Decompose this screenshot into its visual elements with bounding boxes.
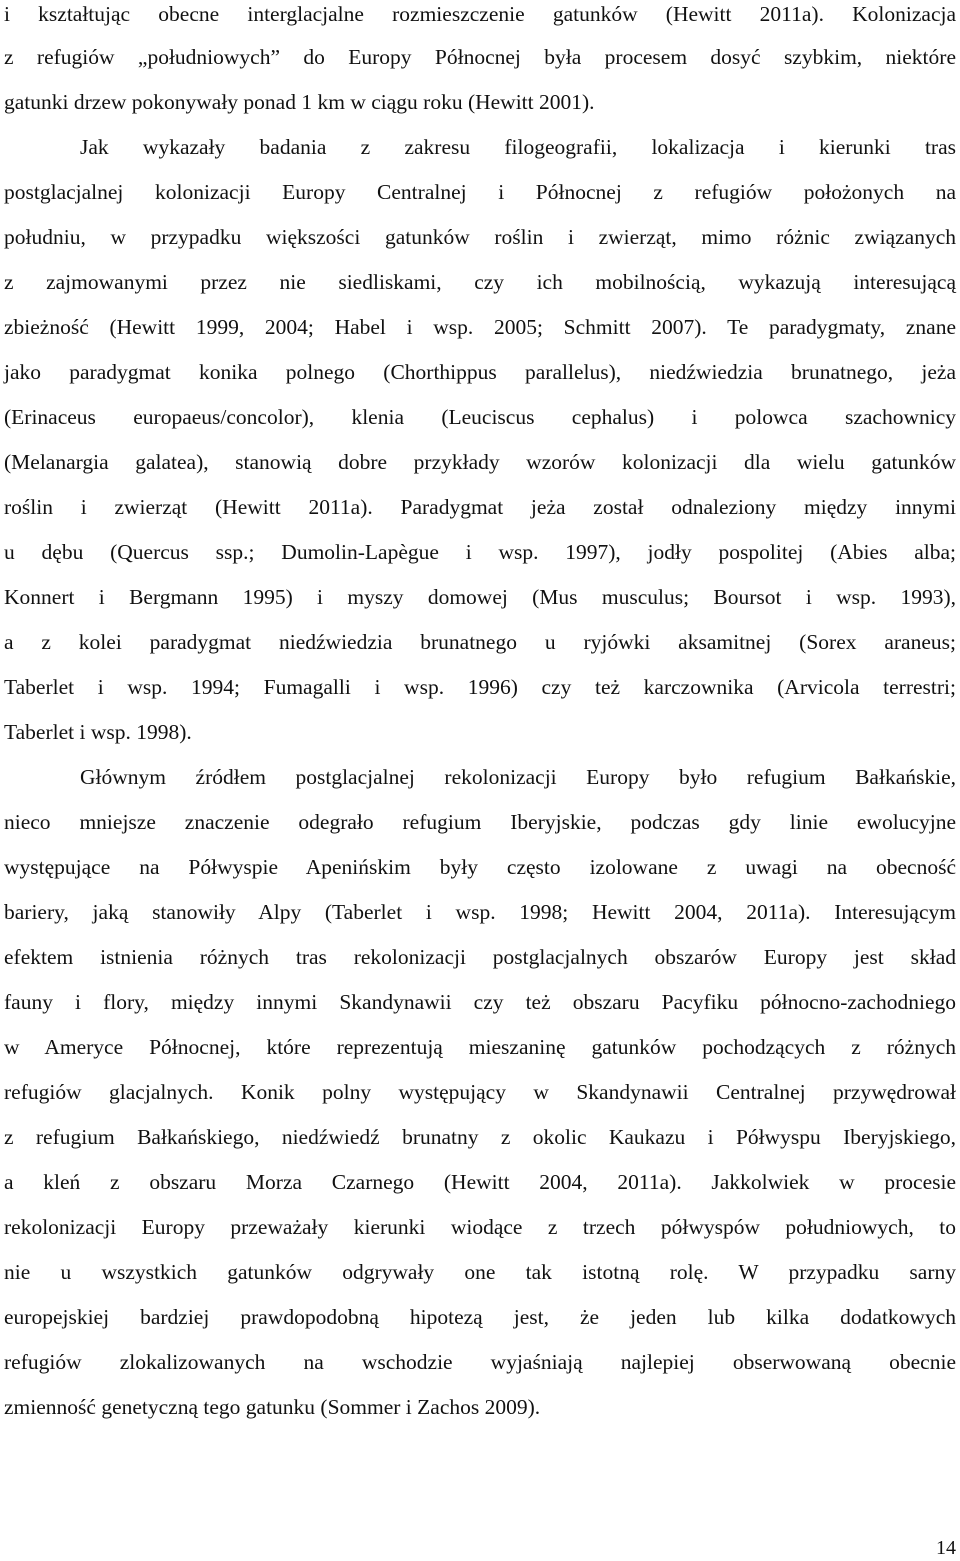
text-line: występujące na Półwyspie Apenińskim były często izolowane z uwagi na obecność	[4, 855, 956, 879]
text-line: a kleń z obszaru Morza Czarnego (Hewitt 2004, 2011a). Jakkolwiek w procesie	[4, 1170, 956, 1194]
text-line: efektem istnienia różnych tras rekolonizacji postglacjalnych obszarów Europy jest skład	[4, 945, 956, 969]
text-line: i kształtując obecne interglacjalne rozmieszczenie gatunków (Hewitt 2011a). Kolonizacja	[4, 2, 956, 26]
text-line: a z kolei paradygmat niedźwiedzia brunatnego u ryjówki aksamitnej (Sorex araneus;	[4, 630, 956, 654]
text-line: refugiów zlokalizowanych na wschodzie wyjaśniają najlepiej obserwowaną obecnie	[4, 1350, 956, 1374]
text-line: roślin i zwierząt (Hewitt 2011a). Paradygmat jeża został odnaleziony między innymi	[4, 495, 956, 519]
text-line: południu, w przypadku większości gatunków roślin i zwierząt, mimo różnic związanych	[4, 225, 956, 249]
text-line: europejskiej bardziej prawdopodobną hipotezą jest, że jeden lub kilka dodatkowych	[4, 1305, 956, 1329]
text-line: nieco mniejsze znaczenie odegrało refugium Iberyjskie, podczas gdy linie ewolucyjne	[4, 810, 956, 834]
text-line: Konnert i Bergmann 1995) i myszy domowej (Mus musculus; Boursot i wsp. 1993),	[4, 585, 956, 609]
text-line: u dębu (Quercus ssp.; Dumolin-Lapègue i wsp. 1997), jodły pospolitej (Abies alba;	[4, 540, 956, 564]
text-line: jako paradygmat konika polnego (Chorthippus parallelus), niedźwiedzia brunatnego, jeża	[4, 360, 956, 384]
text-line: Taberlet i wsp. 1994; Fumagalli i wsp. 1996) czy też karczownika (Arvicola terrestri;	[4, 675, 956, 699]
text-line: gatunki drzew pokonywały ponad 1 km w ciągu roku (Hewitt 2001).	[4, 90, 595, 114]
text-line: nie u wszystkich gatunków odgrywały one tak istotną rolę. W przypadku sarny	[4, 1260, 956, 1284]
text-line: z refugium Bałkańskiego, niedźwiedź brunatny z okolic Kaukazu i Półwyspu Iberyjskiego,	[4, 1125, 956, 1149]
paragraph-first-line: Jak wykazały badania z zakresu filogeografii, lokalizacja i kierunki tras	[80, 135, 956, 159]
text-line: z zajmowanymi przez nie siedliskami, czy ich mobilnością, wykazują interesującą	[4, 270, 956, 294]
text-line: Taberlet i wsp. 1998).	[4, 720, 192, 744]
text-line: (Erinaceus europaeus/concolor), klenia (Leuciscus cephalus) i polowca szachownicy	[4, 405, 956, 429]
text-line: postglacjalnej kolonizacji Europy Centralnej i Północnej z refugiów położonych na	[4, 180, 956, 204]
text-line: refugiów glacjalnych. Konik polny występujący w Skandynawii Centralnej przywędrował	[4, 1080, 956, 1104]
page-number: 14	[936, 1537, 956, 1559]
paragraph-first-line: Głównym źródłem postglacjalnej rekolonizacji Europy było refugium Bałkańskie,	[80, 765, 956, 789]
text-line: (Melanargia galatea), stanowią dobre przykłady wzorów kolonizacji dla wielu gatunków	[4, 450, 956, 474]
text-line: z refugiów „południowych” do Europy Północnej była procesem dosyć szybkim, niektóre	[4, 45, 956, 69]
text-line: rekolonizacji Europy przeważały kierunki wiodące z trzech półwyspów południowych, to	[4, 1215, 956, 1239]
text-line: zbieżność (Hewitt 1999, 2004; Habel i wsp. 2005; Schmitt 2007). Te paradygmaty, znane	[4, 315, 956, 339]
text-line: w Ameryce Północnej, które reprezentują mieszaninę gatunków pochodzących z różnych	[4, 1035, 956, 1059]
text-line: bariery, jaką stanowiły Alpy (Taberlet i wsp. 1998; Hewitt 2004, 2011a). Interesującym	[4, 900, 956, 924]
text-line: zmienność genetyczną tego gatunku (Sommer i Zachos 2009).	[4, 1395, 541, 1419]
text-line: fauny i flory, między innymi Skandynawii czy też obszaru Pacyfiku północno-zachodniego	[4, 990, 956, 1014]
